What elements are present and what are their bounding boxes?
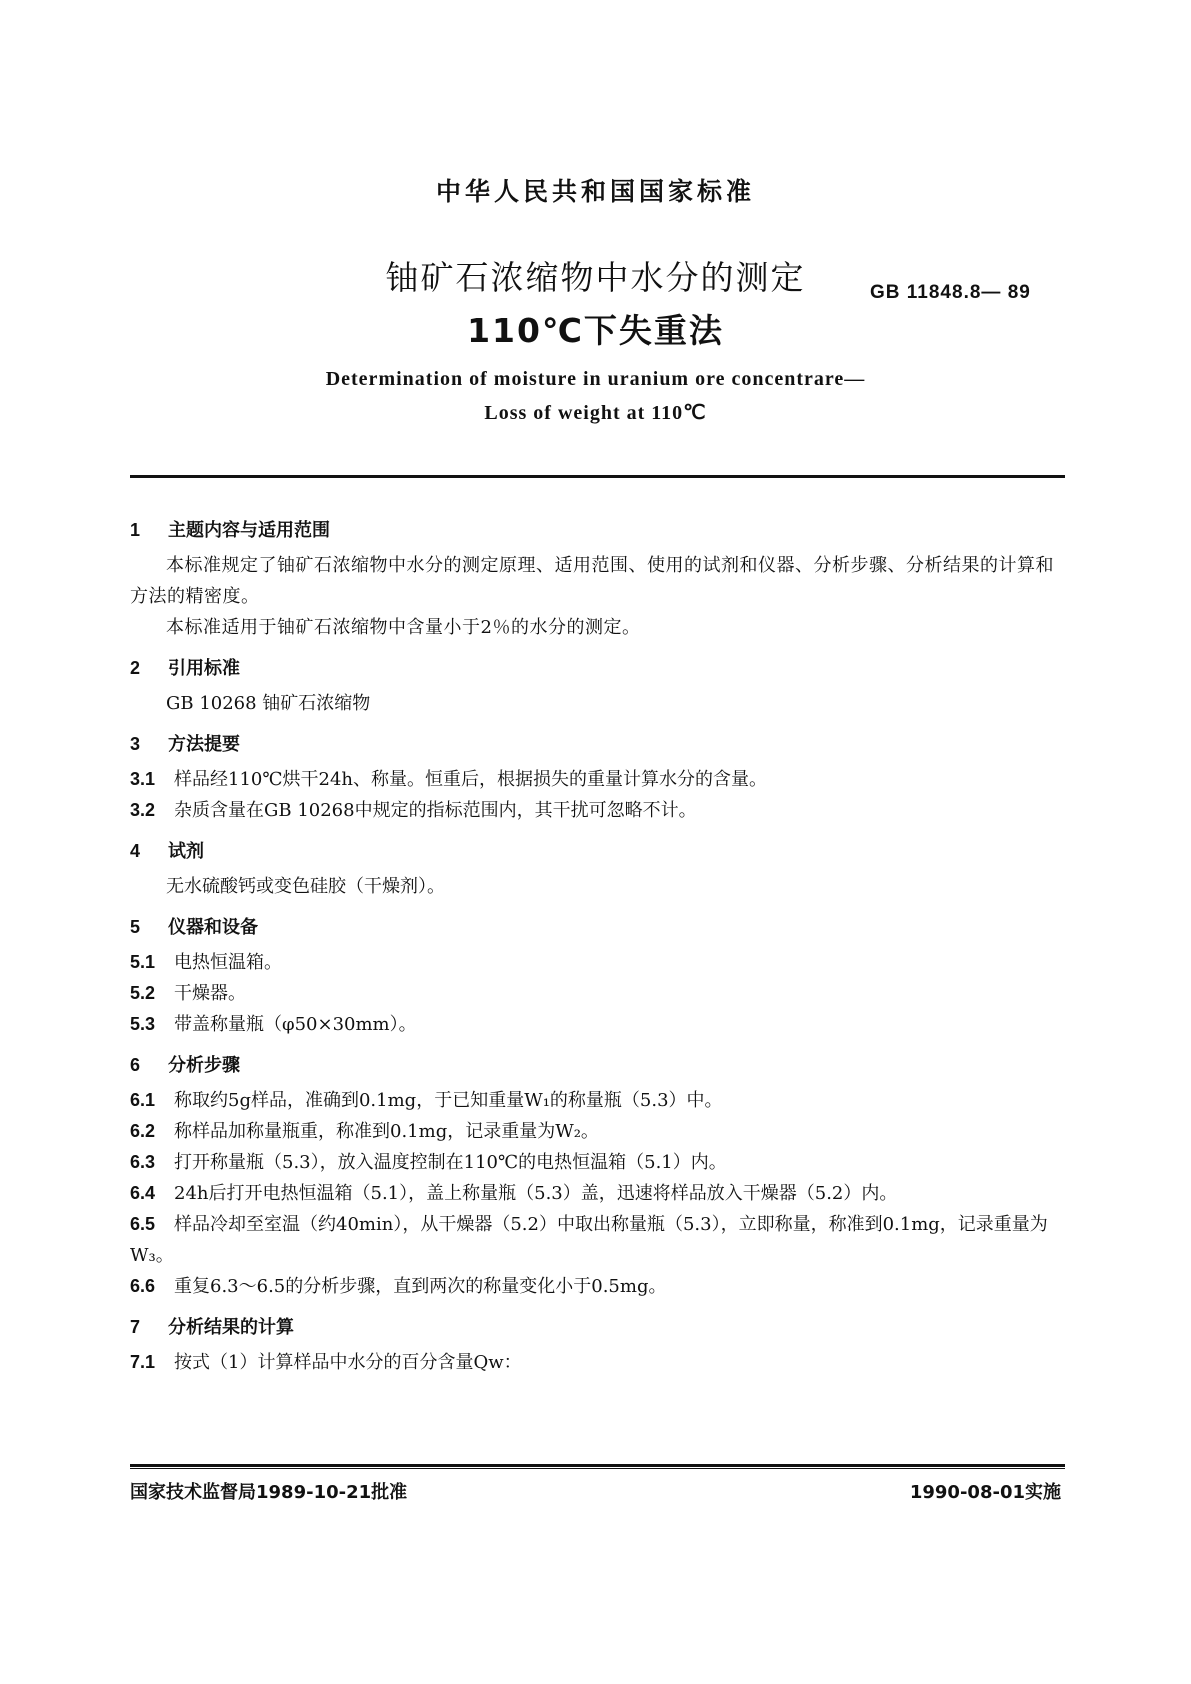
title-en-line2: Loss of weight at 110℃ [484,402,707,424]
section-1-paragraph-1: 本标准规定了铀矿石浓缩物中水分的测定原理、适用范围、使用的试剂和仪器、分析步骤、分析结果的计算和方法的精密度。 [130,555,1054,607]
section-6-heading: 6 分析步骤 [130,1055,240,1076]
item-7-1: 7.1 按式（1）计算样品中水分的百分含量Qw： [130,1352,522,1373]
section-3-heading: 3 方法提要 [130,734,240,755]
document-body [130,515,1065,1378]
item-6-2: 6.2 称样品加称量瓶重，称准到0.1mg，记录重量为W₂。 [130,1121,599,1142]
section-4-heading: 4 试剂 [130,841,204,862]
item-6-6: 6.6 重复6.3～6.5的分析步骤，直到两次的称量变化小于0.5mg。 [130,1276,667,1297]
section-7-heading: 7 分析结果的计算 [130,1317,294,1338]
section-5-heading: 5 仪器和设备 [130,917,258,938]
title-zh-line2: 110℃下失重法 [467,311,724,350]
implementation-date: 1990-08-01实施 [909,1482,1061,1503]
section-2-reference: GB 10268 铀矿石浓缩物 [166,693,371,714]
section-4-text: 无水硫酸钙或变色硅胶（干燥剂）。 [166,876,445,897]
item-3-1: 3.1 样品经110℃烘干24h、称量。恒重后，根据损失的重量计算水分的含量。 [130,769,767,790]
header-divider [130,475,1065,478]
item-6-1: 6.1 称取约5g样品，准确到0.1mg，于已知重量W₁的称量瓶（5.3）中。 [130,1090,723,1111]
title-en-line1: Determination of moisture in uranium ore concentrare— [325,368,866,390]
item-5-3: 5.3 带盖称量瓶（φ50×30mm）。 [130,1014,417,1035]
title-zh-line1: 铀矿石浓缩物中水分的测定 [385,258,806,297]
item-6-3: 6.3 打开称量瓶（5.3），放入温度控制在110℃的电热恒温箱（5.1）内。 [130,1152,727,1173]
item-3-2: 3.2 杂质含量在GB 10268中规定的指标范围内，其干扰可忽略不计。 [130,800,697,821]
item-6-4: 6.4 24h后打开电热恒温箱（5.1），盖上称量瓶（5.3）盖，迅速将样品放入干燥器（5.2）内。 [130,1183,898,1204]
national-standard-heading: 中华人民共和国国家标准 [435,177,755,206]
section-1-heading: 1 主题内容与适用范围 [130,520,330,541]
section-1-paragraph-2: 本标准适用于铀矿石浓缩物中含量小于2％的水分的测定。 [166,617,641,638]
approval-note: 国家技术监督局1989-10-21批准 [130,1482,408,1503]
standard-code: GB 11848.8— 89 [870,282,1031,303]
section-2-heading: 2 引用标准 [130,658,240,679]
item-5-1: 5.1 电热恒温箱。 [130,952,282,973]
footer-divider [130,1464,1065,1467]
item-5-2: 5.2 干燥器。 [130,983,246,1004]
item-6-5: 6.5 样品冷却至室温（约40min），从干燥器（5.2）中取出称量瓶（5.3），立即称量，称准到0.1mg，记录重量为W₃。 [130,1214,1048,1266]
footer-divider-thin [130,1468,1065,1469]
